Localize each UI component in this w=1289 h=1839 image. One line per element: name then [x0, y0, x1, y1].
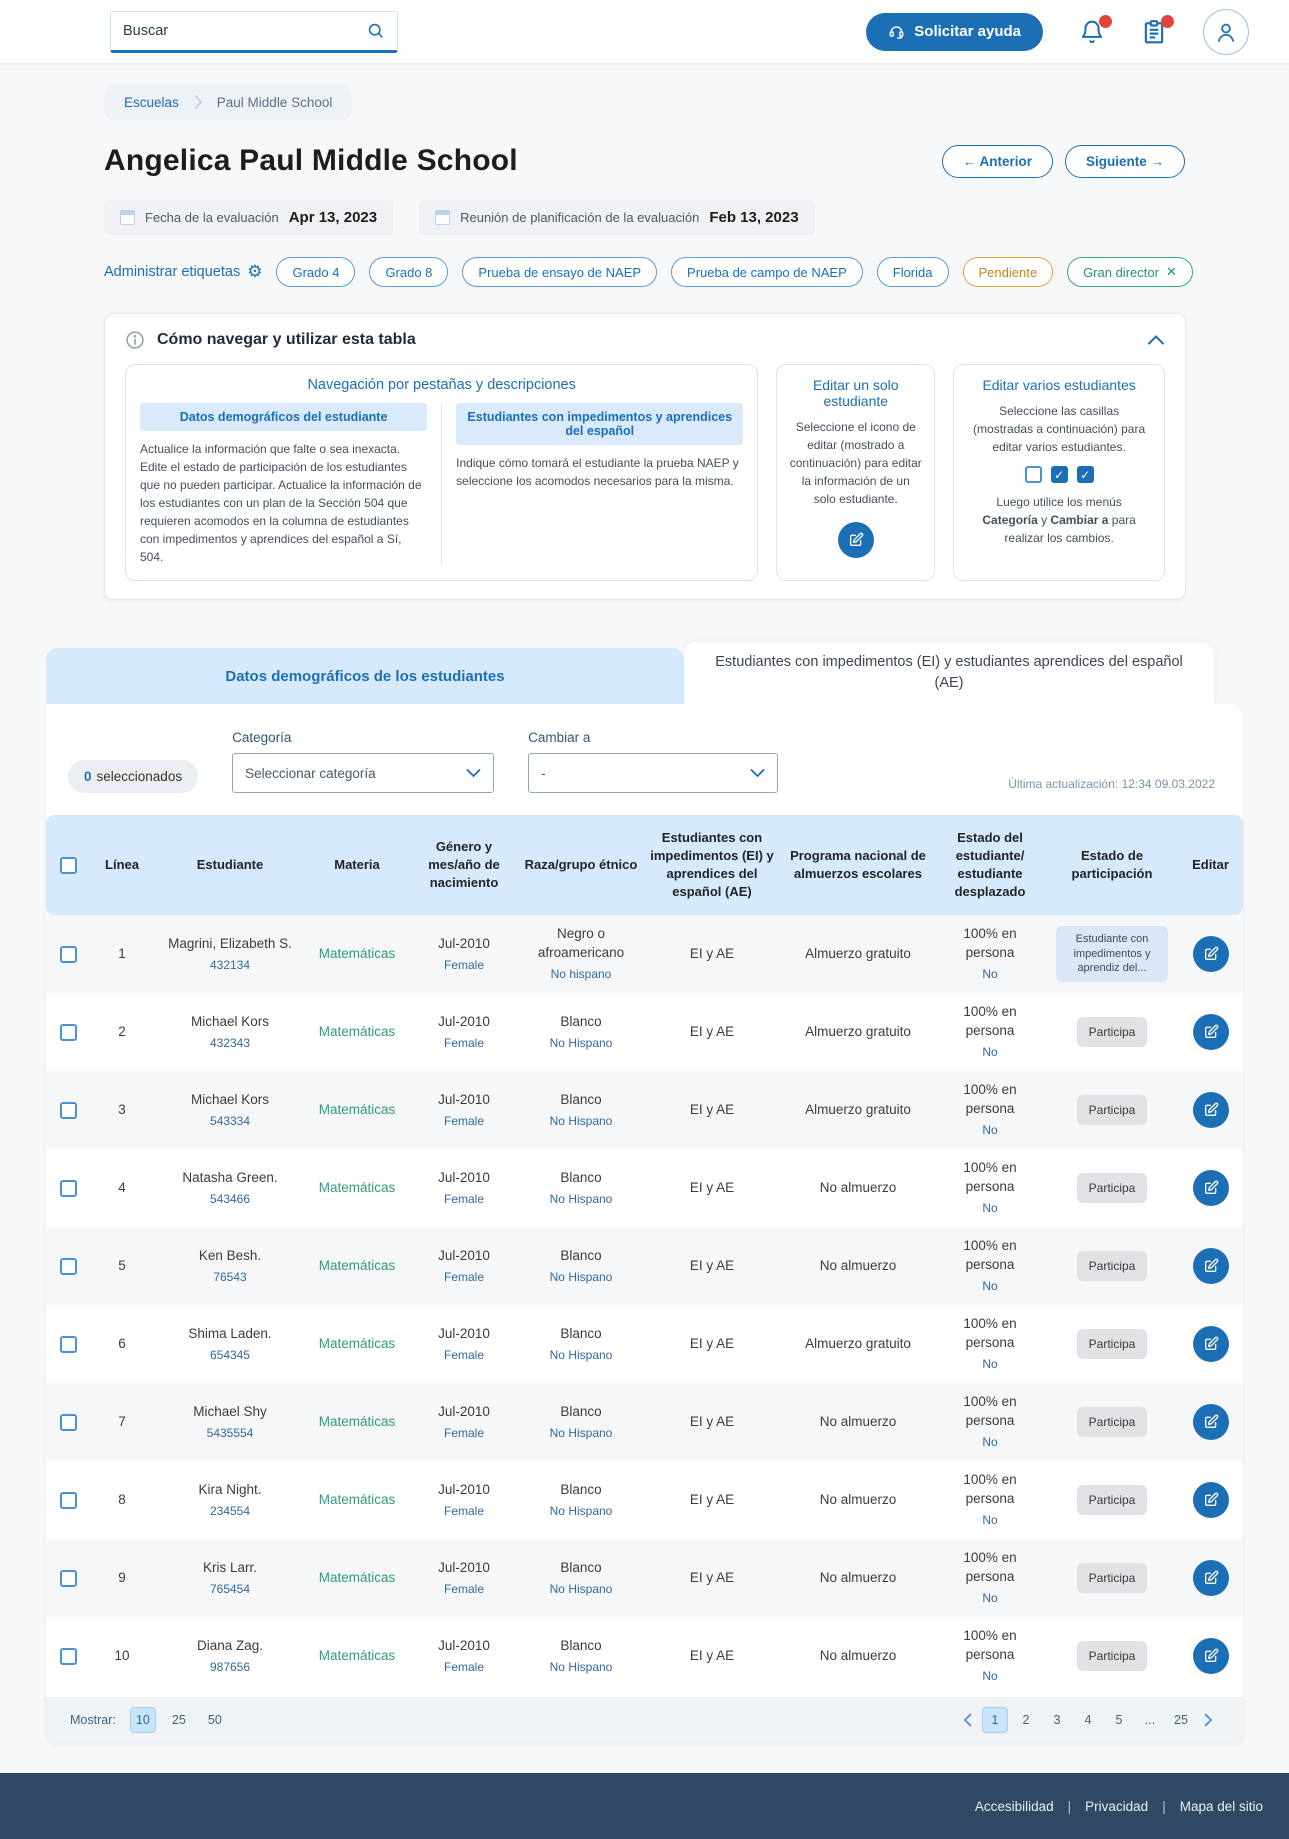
edit-icon: [1203, 1024, 1219, 1040]
column-header-ei-ae: Estudiantes con impedimentos (EI) y aprendices del español (AE): [650, 829, 774, 900]
subject: Matemáticas: [318, 1257, 396, 1273]
demographics-help-column: [126, 403, 441, 566]
checkbox-unchecked-icon: [1025, 466, 1042, 483]
line-number: 8: [118, 1491, 126, 1507]
edit-student-button[interactable]: [1193, 1638, 1229, 1674]
participation-badge: Participa: [1077, 1407, 1148, 1438]
participation-badge: Participa: [1077, 1485, 1148, 1516]
tag-pill[interactable]: Grado 4: [276, 257, 355, 287]
tag-pill[interactable]: Prueba de ensayo de NAEP: [462, 257, 657, 287]
subject: Matemáticas: [318, 1647, 396, 1663]
race: Blanco: [560, 1013, 602, 1029]
ei-ae-status: EI y AE: [689, 1413, 735, 1429]
attendance-status: 100% en persona: [963, 1160, 1017, 1195]
lunch-program: No almuerzo: [819, 1257, 897, 1273]
page-number: ...: [1144, 1713, 1156, 1727]
student-name: Kira Night.: [198, 1481, 262, 1497]
tag-pill[interactable]: Grado 8: [369, 257, 448, 287]
edit-icon: [1203, 1336, 1219, 1352]
attendance-status: 100% en persona: [963, 1472, 1017, 1507]
row-checkbox[interactable]: [60, 1570, 77, 1587]
previous-page-icon[interactable]: [959, 1709, 976, 1731]
attendance-status: 100% en persona: [963, 1316, 1017, 1351]
tabs-navigation-help: [125, 364, 758, 581]
lunch-program: No almuerzo: [819, 1413, 897, 1429]
line-number: 7: [118, 1413, 126, 1429]
lunch-program: No almuerzo: [819, 1647, 897, 1663]
user-avatar[interactable]: [1203, 9, 1249, 55]
tag-pill[interactable]: Gran director ✕: [1067, 257, 1193, 287]
ei-ae-help-text: Indique cómo tomará el estudiante la prueba NAEP y seleccione los acomodos necesarios para la misma.: [456, 456, 739, 488]
row-checkbox[interactable]: [60, 1492, 77, 1509]
edit-student-button[interactable]: [1193, 1482, 1229, 1518]
edit-student-button[interactable]: [1193, 936, 1229, 972]
table-row: [46, 1539, 1243, 1617]
calendar-icon: [435, 210, 450, 225]
lunch-program: Almuerzo gratuito: [805, 1335, 911, 1351]
edit-student-button[interactable]: [1193, 1092, 1229, 1128]
page-list: [982, 1707, 1194, 1733]
line-number: 5: [118, 1257, 126, 1273]
ethnicity: No Hispano: [549, 1269, 613, 1284]
category-label: Categoría: [232, 730, 292, 745]
row-checkbox[interactable]: [60, 946, 77, 963]
table-row: [46, 1149, 1243, 1227]
student-name: Magrini, Elizabeth S.: [168, 935, 292, 951]
search-icon[interactable]: [366, 21, 385, 40]
page-size-option[interactable]: 50: [207, 1713, 222, 1727]
gender: Female: [443, 1191, 484, 1206]
column-header-lunch: Programa nacional de almuerzos escolares: [790, 847, 926, 881]
edit-icon: [1203, 1570, 1219, 1586]
student-name: Michael Shy: [193, 1403, 267, 1419]
student-name: Shima Laden.: [188, 1325, 272, 1341]
page-number[interactable]: 1: [982, 1707, 1008, 1733]
ei-ae-status: EI y AE: [689, 1023, 735, 1039]
displaced-status: No: [982, 1512, 998, 1527]
row-checkbox[interactable]: [60, 1648, 77, 1665]
checkbox-checked-icon: ✓: [1051, 466, 1068, 483]
displaced-status: No: [982, 1278, 998, 1293]
ei-ae-help-heading: Estudiantes con impedimentos y aprendices del español: [456, 403, 743, 445]
row-checkbox[interactable]: [60, 1414, 77, 1431]
breadcrumb: [104, 84, 352, 120]
row-checkbox[interactable]: [60, 1024, 77, 1041]
breadcrumb-current: Paul Middle School: [216, 94, 333, 110]
page-number[interactable]: 25: [1174, 1713, 1188, 1727]
assessment-date-label: Fecha de la evaluación: [145, 210, 279, 225]
participation-badge: Participa: [1077, 1563, 1148, 1594]
student-id: 543334: [209, 1113, 251, 1128]
ethnicity: No Hispano: [549, 1503, 613, 1518]
race: Negro o afroamericano: [537, 926, 625, 961]
attendance-status: 100% en persona: [963, 1550, 1017, 1585]
gender: Female: [443, 1347, 484, 1362]
help-panel: [104, 313, 1186, 600]
displaced-status: No: [982, 1200, 998, 1215]
student-name: Natasha Green.: [182, 1169, 278, 1185]
search-input[interactable]: [123, 23, 366, 39]
ei-ae-status: EI y AE: [689, 1101, 735, 1117]
ei-ae-status: EI y AE: [689, 1179, 735, 1195]
ei-ae-status: EI y AE: [689, 1647, 735, 1663]
race: Blanco: [560, 1247, 602, 1263]
edit-icon: [1203, 1414, 1219, 1430]
student-name: Ken Besh.: [198, 1247, 262, 1263]
displaced-status: No: [982, 1590, 998, 1605]
edit-icon: [1203, 1648, 1219, 1664]
displaced-status: No: [982, 1668, 998, 1683]
calendar-icon: [120, 210, 135, 225]
tabs-navigation-help-title: Navegación por pestañas y descripciones: [307, 377, 576, 393]
assessment-dates: [104, 200, 1289, 235]
page-number[interactable]: 4: [1084, 1713, 1092, 1727]
multi-edit-help: [953, 364, 1165, 581]
planning-meeting-label: Reunión de planificación de la evaluación: [460, 210, 700, 225]
remove-tag-icon[interactable]: ✕: [1165, 264, 1177, 279]
single-edit-help: [776, 364, 935, 581]
lunch-program: No almuerzo: [819, 1491, 897, 1507]
column-header-line: Línea: [105, 856, 139, 872]
tag-pill[interactable]: Florida: [877, 257, 949, 287]
table-body: [46, 915, 1243, 1695]
attendance-status: 100% en persona: [963, 926, 1017, 961]
info-icon: [125, 330, 145, 350]
student-id: 432343: [209, 1035, 251, 1050]
selected-count-badge: 0 seleccionados: [68, 760, 198, 793]
line-number: 10: [114, 1647, 130, 1663]
race: Blanco: [560, 1637, 602, 1653]
race: Blanco: [560, 1481, 602, 1497]
lunch-program: Almuerzo gratuito: [805, 945, 911, 961]
table-row: [46, 1071, 1243, 1149]
multi-edit-text: Seleccione las casillas (mostradas a continuación) para editar varios estudiantes.: [973, 404, 1146, 454]
line-number: 9: [118, 1569, 126, 1585]
select-all-checkbox[interactable]: [60, 857, 77, 874]
edit-student-button[interactable]: [1193, 1326, 1229, 1362]
participation-badge: Estudiante con impedimentos y aprendiz del...: [1056, 926, 1168, 983]
tasks-badge: [1161, 15, 1174, 28]
student-id: 5435554: [206, 1425, 254, 1440]
student-id: 234554: [209, 1503, 251, 1518]
participation-badge: Participa: [1077, 1173, 1148, 1204]
ethnicity: No Hispano: [549, 1035, 613, 1050]
footer-link[interactable]: | Mapa del sitio: [1148, 1799, 1263, 1814]
previous-school-button[interactable]: ← Anterior: [942, 145, 1053, 178]
next-school-button[interactable]: Siguiente →: [1065, 145, 1185, 178]
subject: Matemáticas: [318, 1569, 396, 1585]
participation-badge: Participa: [1077, 1641, 1148, 1672]
chevron-down-icon: [750, 768, 765, 778]
race: Blanco: [560, 1325, 602, 1341]
footer: [0, 1773, 1289, 1839]
page-number[interactable]: 2: [1022, 1713, 1030, 1727]
ethnicity: No Hispano: [549, 1347, 613, 1362]
next-page-icon[interactable]: [1200, 1709, 1217, 1731]
tag-pill[interactable]: Prueba de campo de NAEP: [671, 257, 863, 287]
footer-links: [975, 1799, 1263, 1814]
gender: Female: [443, 1659, 484, 1674]
displaced-status: No: [982, 1356, 998, 1371]
line-number: 3: [118, 1101, 126, 1117]
edit-icon: [1203, 1258, 1219, 1274]
ethnicity: No hispano: [550, 966, 612, 981]
change-to-select[interactable]: -: [528, 753, 778, 793]
ethnicity: No Hispano: [549, 1425, 613, 1440]
single-edit-text: Seleccione el icono de editar (mostrado a continuación) para editar la información de un solo estudiante.: [789, 420, 922, 506]
multi-edit-title: Editar varios estudiantes: [982, 377, 1136, 393]
edit-icon: [838, 522, 874, 558]
page-size-option[interactable]: 10: [130, 1707, 156, 1733]
tag-pill[interactable]: Pendiente: [963, 257, 1054, 287]
ei-ae-status: EI y AE: [689, 1491, 735, 1507]
table-row: [46, 1461, 1243, 1539]
assessment-date-chip: [104, 200, 393, 235]
edit-icon: [1203, 946, 1219, 962]
attendance-status: 100% en persona: [963, 1394, 1017, 1429]
help-panel-title: Cómo navegar y utilizar esta tabla: [157, 331, 416, 348]
ei-ae-status: EI y AE: [689, 945, 735, 961]
table-row: [46, 1305, 1243, 1383]
table-row: [46, 1227, 1243, 1305]
gear-icon: ⚙: [247, 262, 263, 281]
ethnicity: No Hispano: [549, 1113, 613, 1128]
lunch-program: No almuerzo: [819, 1569, 897, 1585]
single-edit-title: Editar un solo estudiante: [812, 377, 899, 409]
student-id: 987656: [209, 1659, 251, 1674]
lunch-program: Almuerzo gratuito: [805, 1101, 911, 1117]
row-checkbox[interactable]: [60, 1258, 77, 1275]
displaced-status: No: [982, 1122, 998, 1137]
student-id: 543466: [209, 1191, 251, 1206]
birth-date: Jul-2010: [438, 1013, 490, 1029]
ethnicity: No Hispano: [549, 1581, 613, 1596]
column-header-student: Estudiante: [196, 856, 264, 872]
demographics-help-heading: Datos demográficos del estudiante: [140, 403, 427, 431]
birth-date: Jul-2010: [438, 1559, 490, 1575]
ethnicity: No Hispano: [549, 1659, 613, 1674]
ethnicity: No Hispano: [549, 1191, 613, 1206]
manage-tags-button[interactable]: Administrar etiquetas ⚙: [104, 262, 263, 281]
column-header-subject: Materia: [334, 856, 380, 872]
page-size-list: [130, 1707, 228, 1733]
student-name: Diana Zag.: [196, 1637, 264, 1653]
participation-badge: Participa: [1077, 1251, 1148, 1282]
subject: Matemáticas: [318, 1179, 396, 1195]
change-to-label: Cambiar a: [528, 730, 591, 745]
headset-icon: [888, 23, 905, 40]
footer-link[interactable]: | Privacidad: [1054, 1799, 1149, 1814]
column-header-status: Estado del estudiante/ estudiante desplazado: [954, 829, 1026, 900]
line-number: 2: [118, 1023, 126, 1039]
last-update-text: Última actualización: 12:34 09.03.2022: [1008, 777, 1215, 791]
gender: Female: [443, 1269, 484, 1284]
race: Blanco: [560, 1169, 602, 1185]
ei-ae-status: EI y AE: [689, 1335, 735, 1351]
person-icon: [1213, 19, 1239, 45]
birth-date: Jul-2010: [438, 935, 490, 951]
birth-date: Jul-2010: [438, 1325, 490, 1341]
lunch-program: Almuerzo gratuito: [805, 1023, 911, 1039]
subject: Matemáticas: [318, 945, 396, 961]
participation-badge: Participa: [1077, 1095, 1148, 1126]
gender: Female: [443, 1503, 484, 1518]
checkbox-checked-icon: ✓: [1077, 466, 1094, 483]
birth-date: Jul-2010: [438, 1403, 490, 1419]
edit-student-button[interactable]: [1193, 1248, 1229, 1284]
line-number: 1: [118, 945, 126, 961]
edit-icon: [1203, 1102, 1219, 1118]
request-help-button[interactable]: Solicitar ayuda: [866, 13, 1043, 51]
student-name: Kris Larr.: [202, 1559, 257, 1575]
gender: Female: [443, 1425, 484, 1440]
ei-ae-help-column: [441, 403, 757, 566]
table-row: [46, 915, 1243, 993]
show-label: Mostrar:: [70, 1713, 116, 1727]
attendance-status: 100% en persona: [963, 1238, 1017, 1273]
breadcrumb-schools-link[interactable]: Escuelas: [124, 94, 179, 110]
race: Blanco: [560, 1559, 602, 1575]
notifications-button[interactable]: [1079, 19, 1105, 45]
attendance-status: 100% en persona: [963, 1004, 1017, 1039]
row-checkbox[interactable]: [60, 1102, 77, 1119]
gender: Female: [443, 957, 484, 972]
page-size-option[interactable]: 25: [171, 1713, 186, 1727]
birth-date: Jul-2010: [438, 1481, 490, 1497]
displaced-status: No: [982, 1044, 998, 1059]
race: Blanco: [560, 1091, 602, 1107]
student-name: Michael Kors: [190, 1091, 270, 1107]
subject: Matemáticas: [318, 1335, 396, 1351]
birth-date: Jul-2010: [438, 1169, 490, 1185]
column-header-gender-birth: Género y mes/año de nacimiento: [428, 838, 500, 891]
student-id: 765454: [209, 1581, 251, 1596]
race: Blanco: [560, 1403, 602, 1419]
ei-ae-status: EI y AE: [689, 1257, 735, 1273]
edit-icon: [1203, 1492, 1219, 1508]
planning-meeting-chip: [419, 200, 814, 235]
students-table-card: [46, 704, 1243, 1743]
subject: Matemáticas: [318, 1101, 396, 1117]
edit-student-button[interactable]: [1193, 1404, 1229, 1440]
tags-list: [276, 257, 1192, 287]
search-box[interactable]: [110, 11, 398, 53]
collapse-chevron-icon[interactable]: [1147, 334, 1165, 346]
birth-date: Jul-2010: [438, 1637, 490, 1653]
gender: Female: [443, 1113, 484, 1128]
table-row: [46, 993, 1243, 1071]
subject: Matemáticas: [318, 1023, 396, 1039]
birth-date: Jul-2010: [438, 1091, 490, 1107]
birth-date: Jul-2010: [438, 1247, 490, 1263]
student-id: 76543: [213, 1269, 247, 1284]
page-number[interactable]: 5: [1115, 1713, 1123, 1727]
category-select[interactable]: Seleccionar categoría: [232, 753, 494, 793]
student-id: 432134: [209, 957, 251, 972]
tab-ei-ae[interactable]: Estudiantes con impedimentos (EI) y estudiantes aprendices del español (AE): [684, 642, 1214, 704]
column-header-edit: Editar: [1192, 856, 1229, 872]
subject: Matemáticas: [318, 1413, 396, 1429]
page-number[interactable]: 3: [1053, 1713, 1061, 1727]
table-row: [46, 1383, 1243, 1461]
multi-edit-followup-text: Luego utilice los menús Categoría y Cambiar a para realizar los cambios.: [982, 495, 1136, 545]
edit-icon: [1203, 1180, 1219, 1196]
displaced-status: No: [982, 1434, 998, 1449]
chevron-down-icon: [466, 768, 481, 778]
student-id: 654345: [209, 1347, 251, 1362]
table-row: [46, 1617, 1243, 1695]
demographics-help-text: Actualice la información que falte o sea inexacta. Edite el estado de participación de los estudiantes que no pueden participar. Actualice la información de los estudiantes con un plan de la Sección 504 que requieren acomodos en la columna de estudiantes con impedimentos y aprendices del español a Sí, 504.: [140, 442, 422, 564]
participation-badge: Participa: [1077, 1017, 1148, 1048]
attendance-status: 100% en persona: [963, 1628, 1017, 1663]
page-title: Angelica Paul Middle School: [104, 144, 518, 177]
gender: Female: [443, 1581, 484, 1596]
gender: Female: [443, 1035, 484, 1050]
footer-link[interactable]: Accesibilidad: [974, 1798, 1054, 1814]
table-header: [46, 815, 1243, 915]
line-number: 4: [118, 1179, 126, 1195]
student-name: Michael Kors: [190, 1013, 270, 1029]
checkboxes-demo: [968, 466, 1150, 483]
column-header-participation: Estado de participación: [1071, 847, 1153, 881]
tab-demographics[interactable]: Datos demográficos de los estudiantes: [46, 648, 684, 704]
lunch-program: No almuerzo: [819, 1179, 897, 1195]
column-header-race: Raza/grupo étnico: [524, 856, 638, 872]
edit-student-button[interactable]: [1193, 1560, 1229, 1596]
assessment-date-value: Apr 13, 2023: [288, 209, 378, 226]
edit-student-button[interactable]: [1193, 1170, 1229, 1206]
topbar: [0, 0, 1289, 64]
chevron-right-icon: [193, 94, 203, 110]
pagination-bar: [46, 1697, 1243, 1743]
subject: Matemáticas: [318, 1491, 396, 1507]
displaced-status: No: [982, 966, 998, 981]
participation-badge: Participa: [1077, 1329, 1148, 1360]
line-number: 6: [118, 1335, 126, 1351]
notification-badge: [1099, 15, 1112, 28]
ei-ae-status: EI y AE: [689, 1569, 735, 1585]
planning-meeting-value: Feb 13, 2023: [709, 209, 799, 226]
attendance-status: 100% en persona: [963, 1082, 1017, 1117]
tasks-button[interactable]: [1141, 19, 1167, 45]
edit-student-button[interactable]: [1193, 1014, 1229, 1050]
row-checkbox[interactable]: [60, 1180, 77, 1197]
row-checkbox[interactable]: [60, 1336, 77, 1353]
